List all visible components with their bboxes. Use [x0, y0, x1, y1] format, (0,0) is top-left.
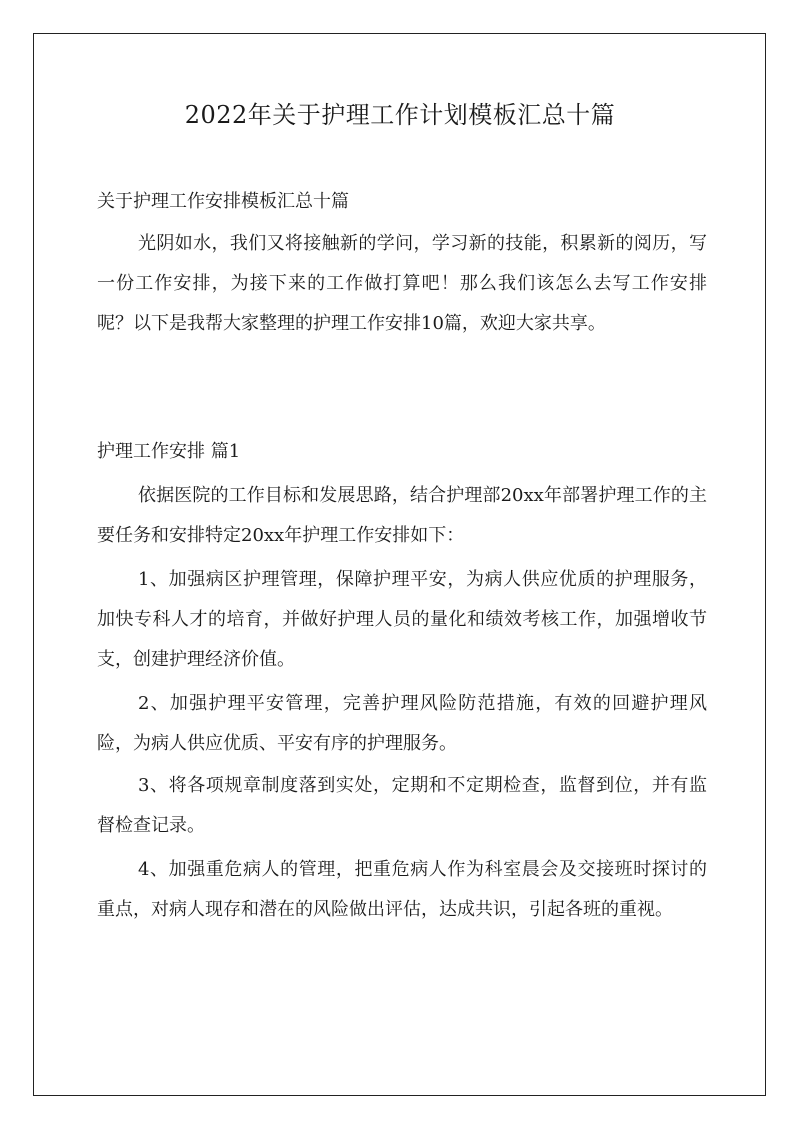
intro-paragraph: 光阴如水，我们又将接触新的学问，学习新的技能，积累新的阅历，写一份工作安排，为接下来的工作做打算吧！那么我们该怎么去写工作安排呢？以下是我帮大家整理的护理工作安排10篇，欢迎大家共享。 [97, 233, 707, 334]
list-item-1: 1、加强病区护理管理，保障护理平安，为病人供应优质的护理服务，加快专科人才的培育，并做好护理人员的量化和绩效考核工作，加强增收节支，创建护理经济价值。 [97, 569, 707, 670]
section-paragraph: 依据医院的工作目标和发展思路，结合护理部20xx年部署护理工作的主要任务和安排特定20xx年护理工作安排如下： [97, 485, 707, 546]
document-subtitle: 关于护理工作安排模板汇总十篇 [97, 191, 349, 212]
list-item-3: 3、将各项规章制度落到实处，定期和不定期检查，监督到位，并有监督检查记录。 [97, 775, 707, 836]
list-item-4: 4、加强重危病人的管理，把重危病人作为科室晨会及交接班时探讨的重点，对病人现存和潜在的风险做出评估，达成共识，引起各班的重视。 [97, 859, 707, 920]
section-heading: 护理工作安排 篇1 [97, 441, 241, 462]
document-title: 2022年关于护理工作计划模板汇总十篇 [184, 101, 616, 129]
list-item-2: 2、加强护理平安管理，完善护理风险防范措施，有效的回避护理风险，为病人供应优质、平安有序的护理服务。 [97, 693, 707, 754]
